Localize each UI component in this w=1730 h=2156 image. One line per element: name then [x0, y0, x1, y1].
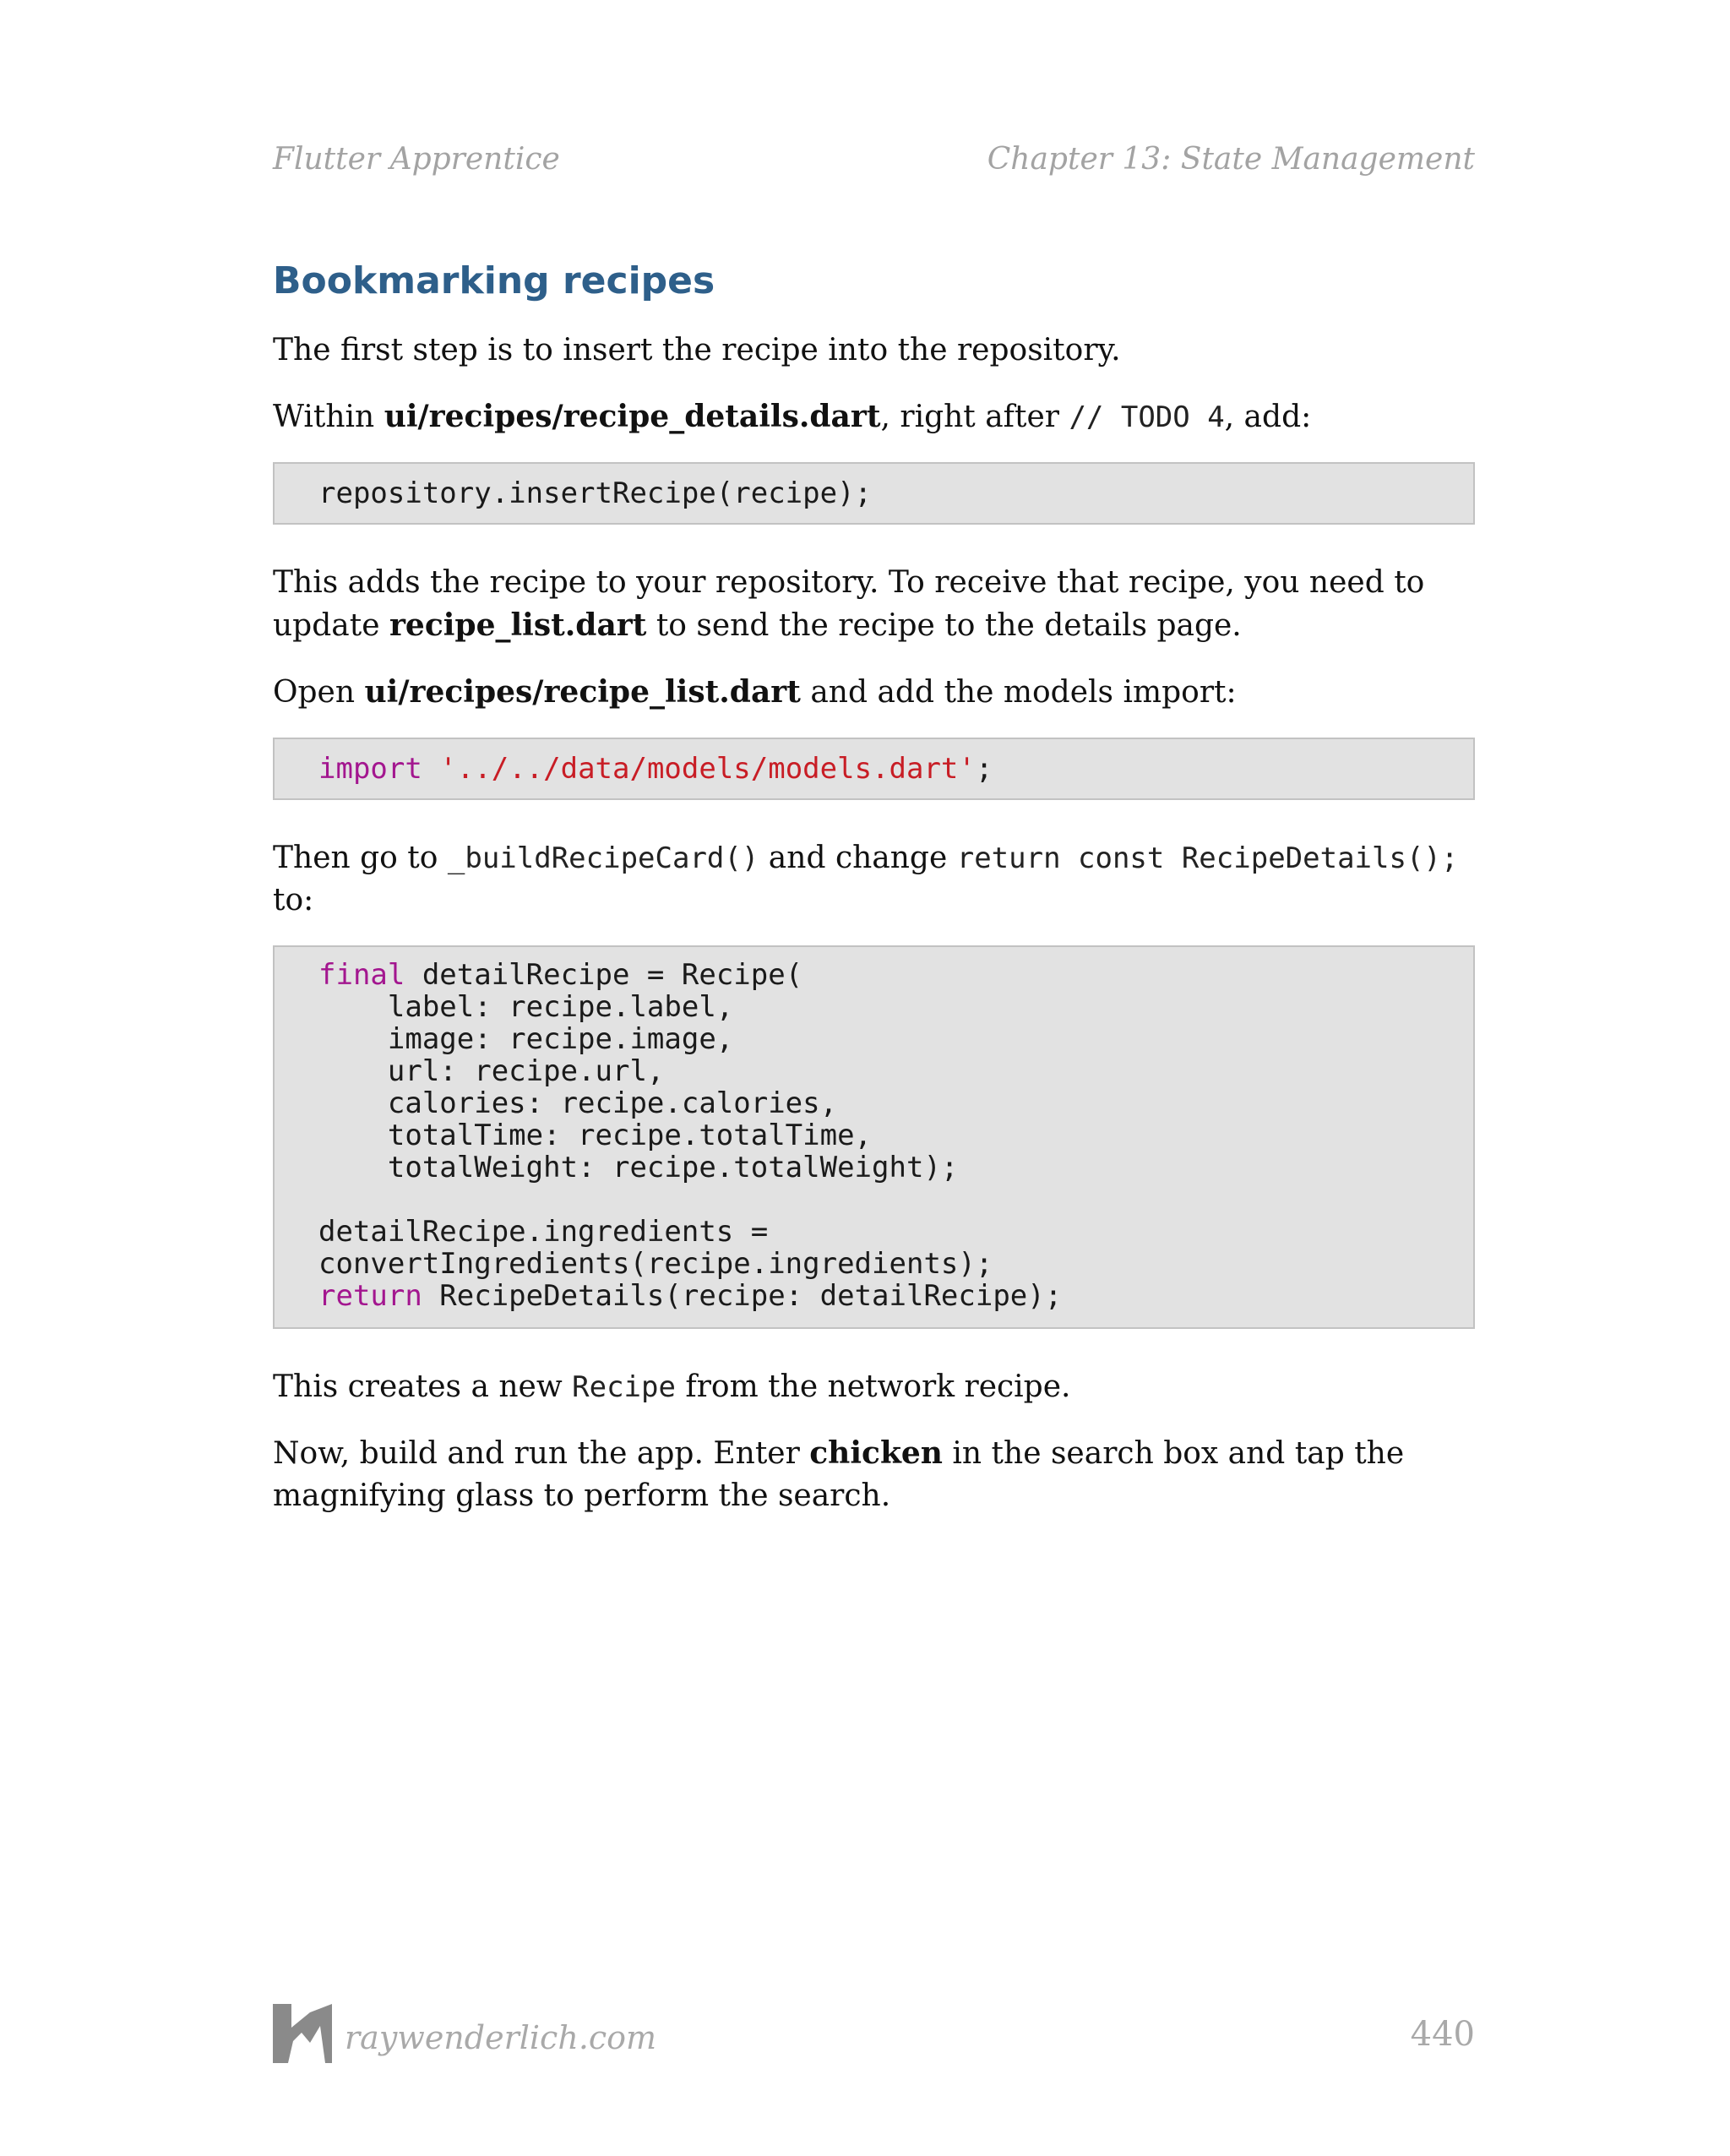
- code-line: [318, 959, 1429, 991]
- code-line: image: recipe.image,: [318, 1022, 734, 1056]
- code-string: '../../data/models/models.dart': [439, 752, 976, 786]
- paragraph-7: [273, 1432, 1475, 1517]
- paragraph-6: [273, 1366, 1475, 1408]
- page-content: [273, 255, 1475, 1541]
- text: , add:: [1224, 400, 1312, 434]
- code-line: totalWeight: recipe.totalWeight);: [318, 1151, 959, 1184]
- code-keyword: import: [318, 752, 422, 786]
- file-path: ui/recipes/recipe_list.dart: [364, 674, 801, 710]
- text: and add the models import:: [800, 675, 1237, 710]
- text: Within: [273, 400, 384, 434]
- code-punct: ;: [975, 752, 993, 786]
- code-line: repository.insertRecipe(recipe);: [318, 476, 873, 510]
- code-line: convertIngredients(recipe.ingredients);: [318, 1247, 993, 1281]
- paragraph-1: The first step is to insert the recipe into the repository.: [273, 333, 1121, 368]
- code-line: url: recipe.url,: [318, 1054, 665, 1088]
- text: Then go to: [273, 841, 448, 875]
- paragraph-5: [273, 837, 1475, 922]
- inline-code: // TODO 4: [1069, 400, 1225, 434]
- text: to send the recipe to the details page.: [646, 608, 1242, 643]
- code-block-detail-recipe: [273, 945, 1475, 1329]
- raywenderlich-logo-icon: [273, 2004, 332, 2063]
- code-space: [422, 752, 439, 786]
- inline-code: _buildRecipeCard(): [447, 841, 759, 875]
- inline-code: Recipe: [572, 1370, 676, 1404]
- text: This adds the recipe to your repository. To receive that recipe, you need to update: [273, 565, 1425, 643]
- code-block-insert-recipe: [273, 462, 1475, 525]
- text: Now, build and run the app. Enter: [273, 1436, 810, 1471]
- text: Open: [273, 675, 365, 710]
- footer-site-name: raywenderlich.com: [345, 2019, 657, 2056]
- code-line: [318, 753, 1429, 785]
- text: in the search box and tap the magnifying glass to perform the search.: [273, 1436, 1405, 1513]
- chapter-title: Chapter 13: State Management: [987, 142, 1475, 177]
- text: and change: [759, 841, 957, 875]
- code-text: RecipeDetails(recipe: detailRecipe);: [422, 1279, 1063, 1313]
- section-title: Bookmarking recipes: [273, 259, 715, 302]
- code-line: calories: recipe.calories,: [318, 1086, 838, 1120]
- text: This creates a new: [273, 1369, 573, 1404]
- code-line: label: recipe.label,: [318, 990, 734, 1024]
- code-line: [318, 1280, 1429, 1312]
- book-title: Flutter Apprentice: [273, 142, 560, 177]
- bold-term: chicken: [809, 1435, 943, 1471]
- code-blank-line: [318, 1184, 1429, 1216]
- code-line: totalTime: recipe.totalTime,: [318, 1119, 873, 1152]
- code-line: detailRecipe.ingredients =: [318, 1215, 769, 1249]
- file-path: recipe_list.dart: [389, 607, 647, 643]
- text: from the network recipe.: [675, 1369, 1071, 1404]
- paragraph-3: [273, 562, 1475, 647]
- code-keyword: final: [318, 958, 405, 992]
- code-keyword: return: [318, 1279, 422, 1313]
- paragraph-2: [273, 395, 1475, 438]
- text: to:: [273, 883, 314, 917]
- page-number: 440: [1410, 2015, 1475, 2054]
- code-block-import: [273, 738, 1475, 800]
- running-header: [273, 142, 1475, 177]
- text: , right after: [880, 400, 1069, 434]
- file-path: ui/recipes/recipe_details.dart: [384, 399, 881, 434]
- paragraph-4: [273, 671, 1475, 714]
- inline-code: return const RecipeDetails();: [956, 841, 1459, 875]
- code-text: detailRecipe = Recipe(: [405, 958, 803, 992]
